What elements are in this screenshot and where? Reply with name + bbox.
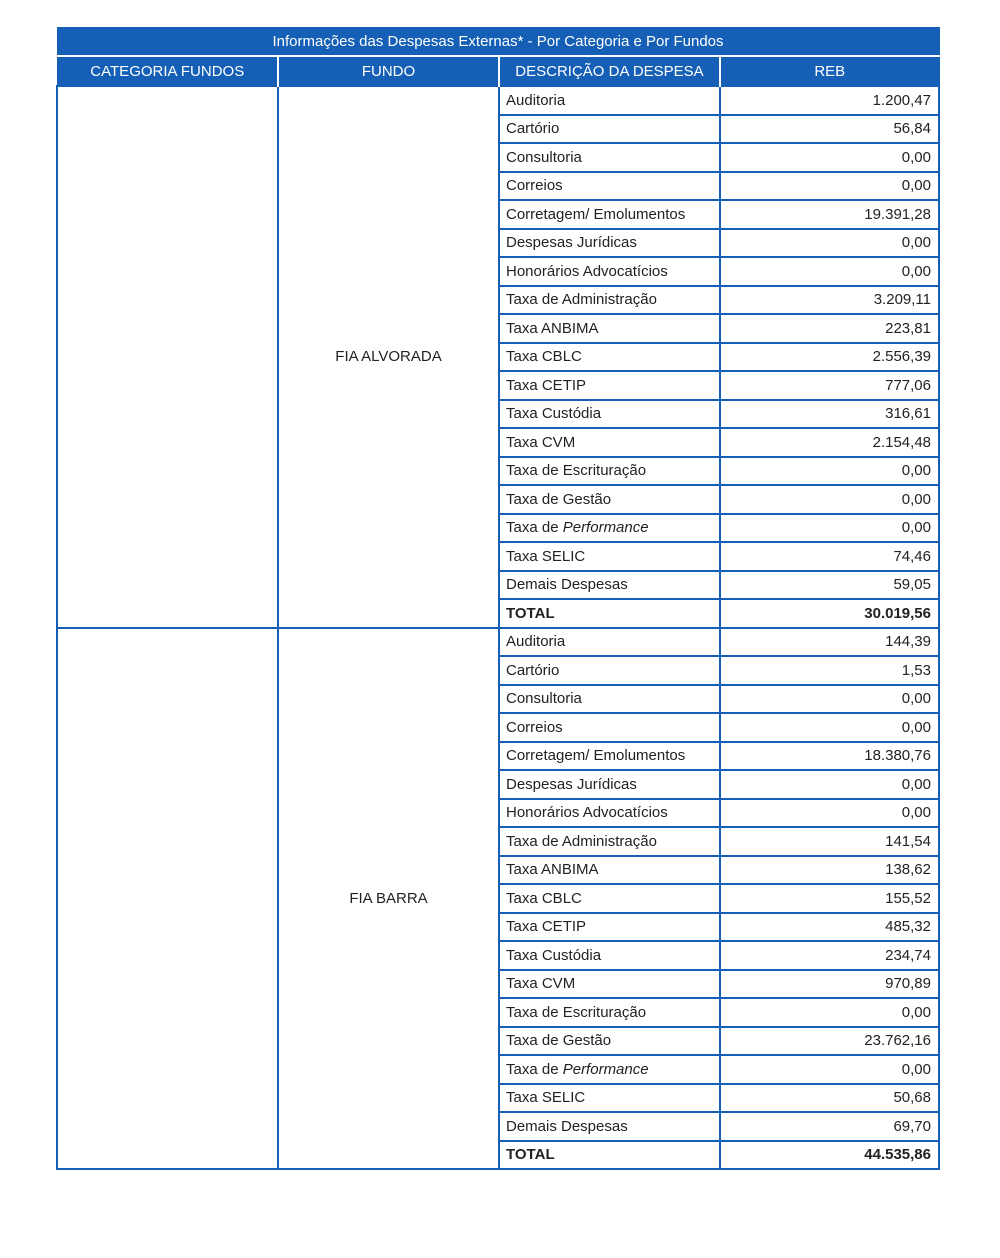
- expense-description: Demais Despesas: [499, 1112, 720, 1141]
- expense-description: Taxa CVM: [499, 970, 720, 999]
- expense-value: 1.200,47: [720, 86, 939, 115]
- expense-description: Cartório: [499, 656, 720, 685]
- expense-description: Demais Despesas: [499, 571, 720, 600]
- expense-description: Correios: [499, 172, 720, 201]
- expense-description: Taxa CVM: [499, 428, 720, 457]
- expense-description: Taxa CBLC: [499, 343, 720, 372]
- expense-description: Consultoria: [499, 143, 720, 172]
- expense-value: 0,00: [720, 770, 939, 799]
- expense-value: 0,00: [720, 457, 939, 486]
- expense-description: Taxa de Gestão: [499, 485, 720, 514]
- expense-description: Auditoria: [499, 86, 720, 115]
- expense-description: Taxa CETIP: [499, 371, 720, 400]
- expense-value: 144,39: [720, 628, 939, 657]
- expense-description: Taxa ANBIMA: [499, 856, 720, 885]
- expense-value: 2.154,48: [720, 428, 939, 457]
- expense-description: Correios: [499, 713, 720, 742]
- expense-description: Taxa Custódia: [499, 941, 720, 970]
- category-cell: [57, 86, 278, 628]
- category-cell: [57, 628, 278, 1170]
- table-body: [57, 86, 939, 1169]
- expense-description: Taxa ANBIMA: [499, 314, 720, 343]
- expense-value: 69,70: [720, 1112, 939, 1141]
- expense-table-container: [56, 27, 938, 1170]
- expense-value: 50,68: [720, 1084, 939, 1113]
- expense-description: Taxa de Escrituração: [499, 998, 720, 1027]
- expense-value: 223,81: [720, 314, 939, 343]
- expense-value: 0,00: [720, 514, 939, 543]
- expense-value: 74,46: [720, 542, 939, 571]
- italic-term: Performance: [562, 519, 649, 537]
- expense-value: 234,74: [720, 941, 939, 970]
- table-row: [57, 86, 939, 115]
- expense-value: 18.380,76: [720, 742, 939, 771]
- italic-term: Performance: [562, 1060, 649, 1078]
- expense-description: Taxa SELIC: [499, 542, 720, 571]
- header-reb: REB: [720, 56, 939, 86]
- expense-value: 141,54: [720, 827, 939, 856]
- fund-name-cell: [278, 86, 499, 628]
- table-row: [57, 628, 939, 657]
- expense-value: 970,89: [720, 970, 939, 999]
- expense-description: Cartório: [499, 115, 720, 144]
- header-categoria-fundos: CATEGORIA FUNDOS: [57, 56, 278, 86]
- expense-description: Taxa Custódia: [499, 400, 720, 429]
- expense-description: Taxa de Escrituração: [499, 457, 720, 486]
- total-value: 44.535,86: [720, 1141, 939, 1170]
- expense-description: Taxa de Gestão: [499, 1027, 720, 1056]
- expense-value: 155,52: [720, 884, 939, 913]
- expense-description: Despesas Jurídicas: [499, 229, 720, 258]
- expense-description: Honorários Advocatícios: [499, 799, 720, 828]
- expense-description: Honorários Advocatícios: [499, 257, 720, 286]
- expense-value: 1,53: [720, 656, 939, 685]
- expense-value: 777,06: [720, 371, 939, 400]
- expense-value: 485,32: [720, 913, 939, 942]
- expense-description: Taxa de Performance: [499, 514, 720, 543]
- header-fundo: FUNDO: [278, 56, 499, 86]
- expense-description: Taxa SELIC: [499, 1084, 720, 1113]
- total-label: TOTAL: [499, 599, 720, 628]
- expense-description: Taxa de Administração: [499, 286, 720, 315]
- expense-description: Corretagem/ Emolumentos: [499, 200, 720, 229]
- expense-value: 19.391,28: [720, 200, 939, 229]
- expense-value: 0,00: [720, 143, 939, 172]
- expense-value: 0,00: [720, 172, 939, 201]
- expense-value: 56,84: [720, 115, 939, 144]
- header-descricao-despesa: DESCRIÇÃO DA DESPESA: [499, 56, 720, 86]
- expense-description: Taxa de Performance: [499, 1055, 720, 1084]
- fund-name-cell: [278, 628, 499, 1170]
- expense-description: Despesas Jurídicas: [499, 770, 720, 799]
- expense-value: 0,00: [720, 685, 939, 714]
- expense-value: 0,00: [720, 485, 939, 514]
- fund-name: FIA ALVORADA: [335, 348, 442, 366]
- expense-description: Consultoria: [499, 685, 720, 714]
- expense-value: 3.209,11: [720, 286, 939, 315]
- expense-value: 316,61: [720, 400, 939, 429]
- expense-value: 2.556,39: [720, 343, 939, 372]
- expense-description: Taxa de Administração: [499, 827, 720, 856]
- total-value: 30.019,56: [720, 599, 939, 628]
- total-label: TOTAL: [499, 1141, 720, 1170]
- expense-value: 59,05: [720, 571, 939, 600]
- expense-description: Taxa CBLC: [499, 884, 720, 913]
- expense-table: [56, 27, 940, 1170]
- expense-description: Auditoria: [499, 628, 720, 657]
- expense-value: 0,00: [720, 998, 939, 1027]
- expense-value: 23.762,16: [720, 1027, 939, 1056]
- expense-description: Taxa CETIP: [499, 913, 720, 942]
- expense-value: 0,00: [720, 799, 939, 828]
- expense-value: 0,00: [720, 713, 939, 742]
- expense-value: 0,00: [720, 229, 939, 258]
- expense-description: Corretagem/ Emolumentos: [499, 742, 720, 771]
- expense-value: 0,00: [720, 257, 939, 286]
- fund-name: FIA BARRA: [349, 889, 428, 907]
- expense-value: 138,62: [720, 856, 939, 885]
- table-title: Informações das Despesas Externas* - Por Categoria e Por Fundos: [57, 28, 939, 57]
- expense-value: 0,00: [720, 1055, 939, 1084]
